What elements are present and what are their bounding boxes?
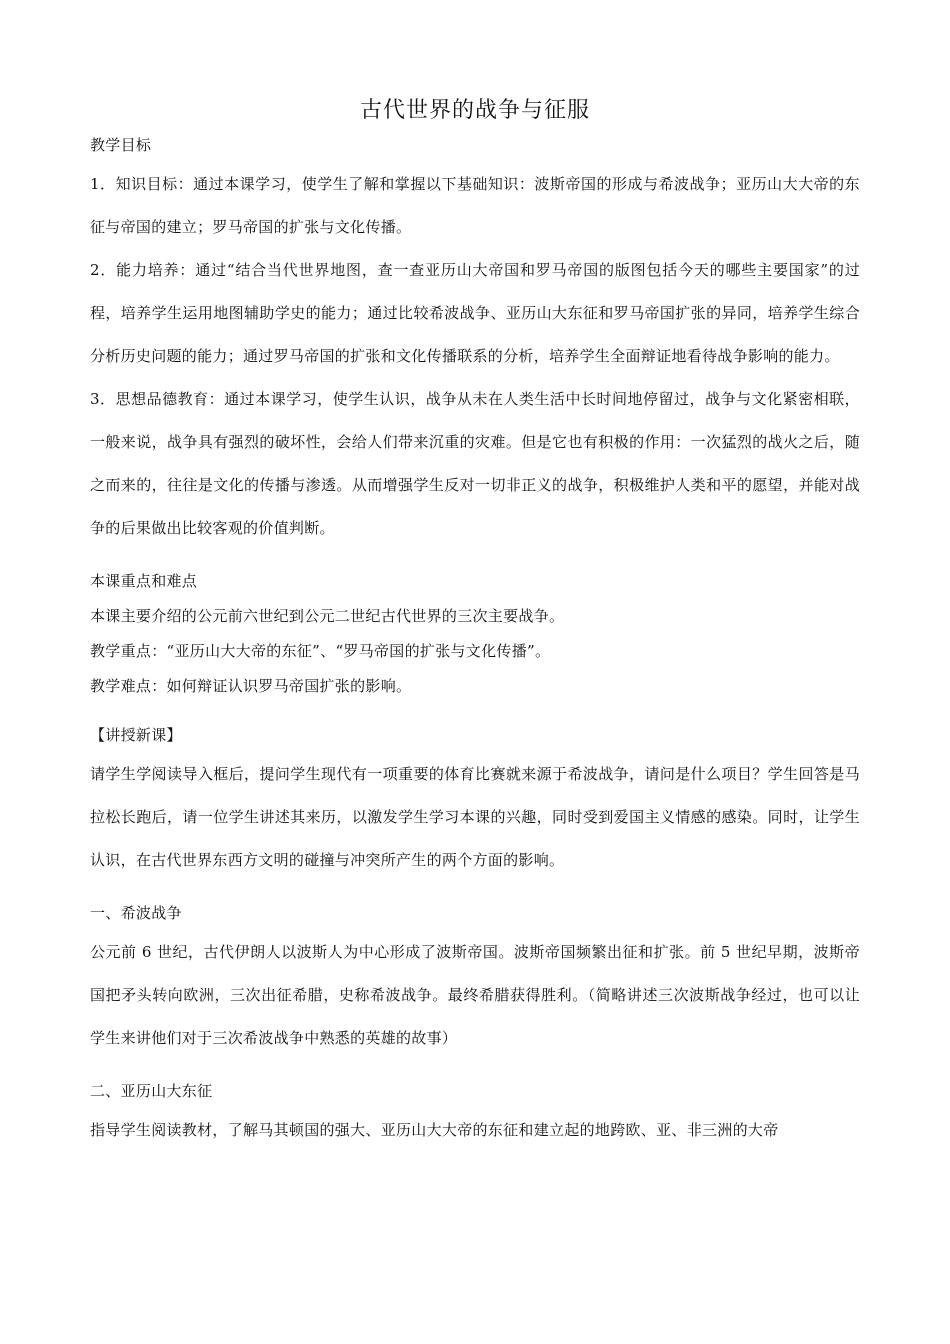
spacer — [90, 882, 860, 896]
key-point: 教学重点：“亚历山大大帝的东征”、“罗马帝国的扩张与文化传播”。 — [90, 642, 551, 660]
lecture-heading: 【讲授新课】 — [90, 726, 182, 744]
lecture-intro: 请学生学阅读导入框后，提问学生现代有一项重要的体育比赛就来源于希波战争，请问是什么项目？学生回答是马拉松长跑后，请一位学生讲述其来历，以激发学生学习本课的兴趣，同时受到爱国主义情感的感染。同时，让学生认识，在古代世界东西方文明的碰撞与冲突所产生的两个方面的影响。 — [90, 765, 860, 869]
key-intro: 本课主要介绍的公元前六世纪到公元二世纪古代世界的三次主要战争。 — [90, 607, 565, 625]
document-page — [90, 96, 860, 1152]
document-title: 古代世界的战争与征服 — [359, 98, 590, 123]
section-alexander-body: 指导学生阅读教材，了解马其顿国的强大、亚历山大大帝的东征和建立起的地跨欧、亚、非三洲的大帝 — [90, 1121, 779, 1139]
objective-moral: 3．思想品德教育：通过本课学习，使学生认识，战争从未在人类生活中长时间地停留过，战争与文化紧密相联，一般来说，战争具有强烈的破坏性，会给人们带来沉重的灾难。但是它也有积极的作用：一次猛烈的战火之后，随之而来的，往往是文化的传播与渗透。从而增强学生反对一切非正义的战争，积极维护人类和平的愿望，并能对战争的后果做出比较客观的价值判断。 — [90, 390, 860, 537]
section-greco-persian-body: 公元前 6 世纪，古代伊朗人以波斯人为中心形成了波斯帝国。波斯帝国频繁出征和扩张。前 5 世纪早期，波斯帝国把矛头转向欧洲，三次出征希腊，史称希波战争。最终希腊获得胜利。（简略讲述三次波斯战争经过，也可以让学生来讲他们对于三次希波战争中熟悉的英雄的故事） — [90, 943, 860, 1047]
spacer — [90, 704, 860, 718]
objective-ability: 2．能力培养：通过“结合当代世界地图，查一查亚历山大帝国和罗马帝国的版图包括今天的哪些主要国家”的过程，培养学生运用地图辅助学史的能力；通过比较希波战争、亚历山大东征和罗马帝国扩张的异同，培养学生综合分析历史问题的能力；通过罗马帝国的扩张和文化传播联系的分析，培养学生全面辩证地看待战争影响的能力。 — [90, 261, 860, 365]
spacer — [90, 1060, 860, 1074]
objectives-heading: 教学目标 — [90, 136, 152, 154]
difficult-point: 教学难点：如何辩证认识罗马帝国扩张的影响。 — [90, 677, 412, 695]
objective-knowledge: 1．知识目标：通过本课学习，使学生了解和掌握以下基础知识：波斯帝国的形成与希波战争；亚历山大大帝的东征与帝国的建立；罗马帝国的扩张与文化传播。 — [90, 175, 860, 236]
section-alexander-heading: 二、亚历山大东征 — [90, 1082, 213, 1100]
spacer — [90, 550, 860, 564]
key-difficult-heading: 本课重点和难点 — [90, 572, 198, 590]
section-greco-persian-heading: 一、希波战争 — [90, 904, 182, 922]
